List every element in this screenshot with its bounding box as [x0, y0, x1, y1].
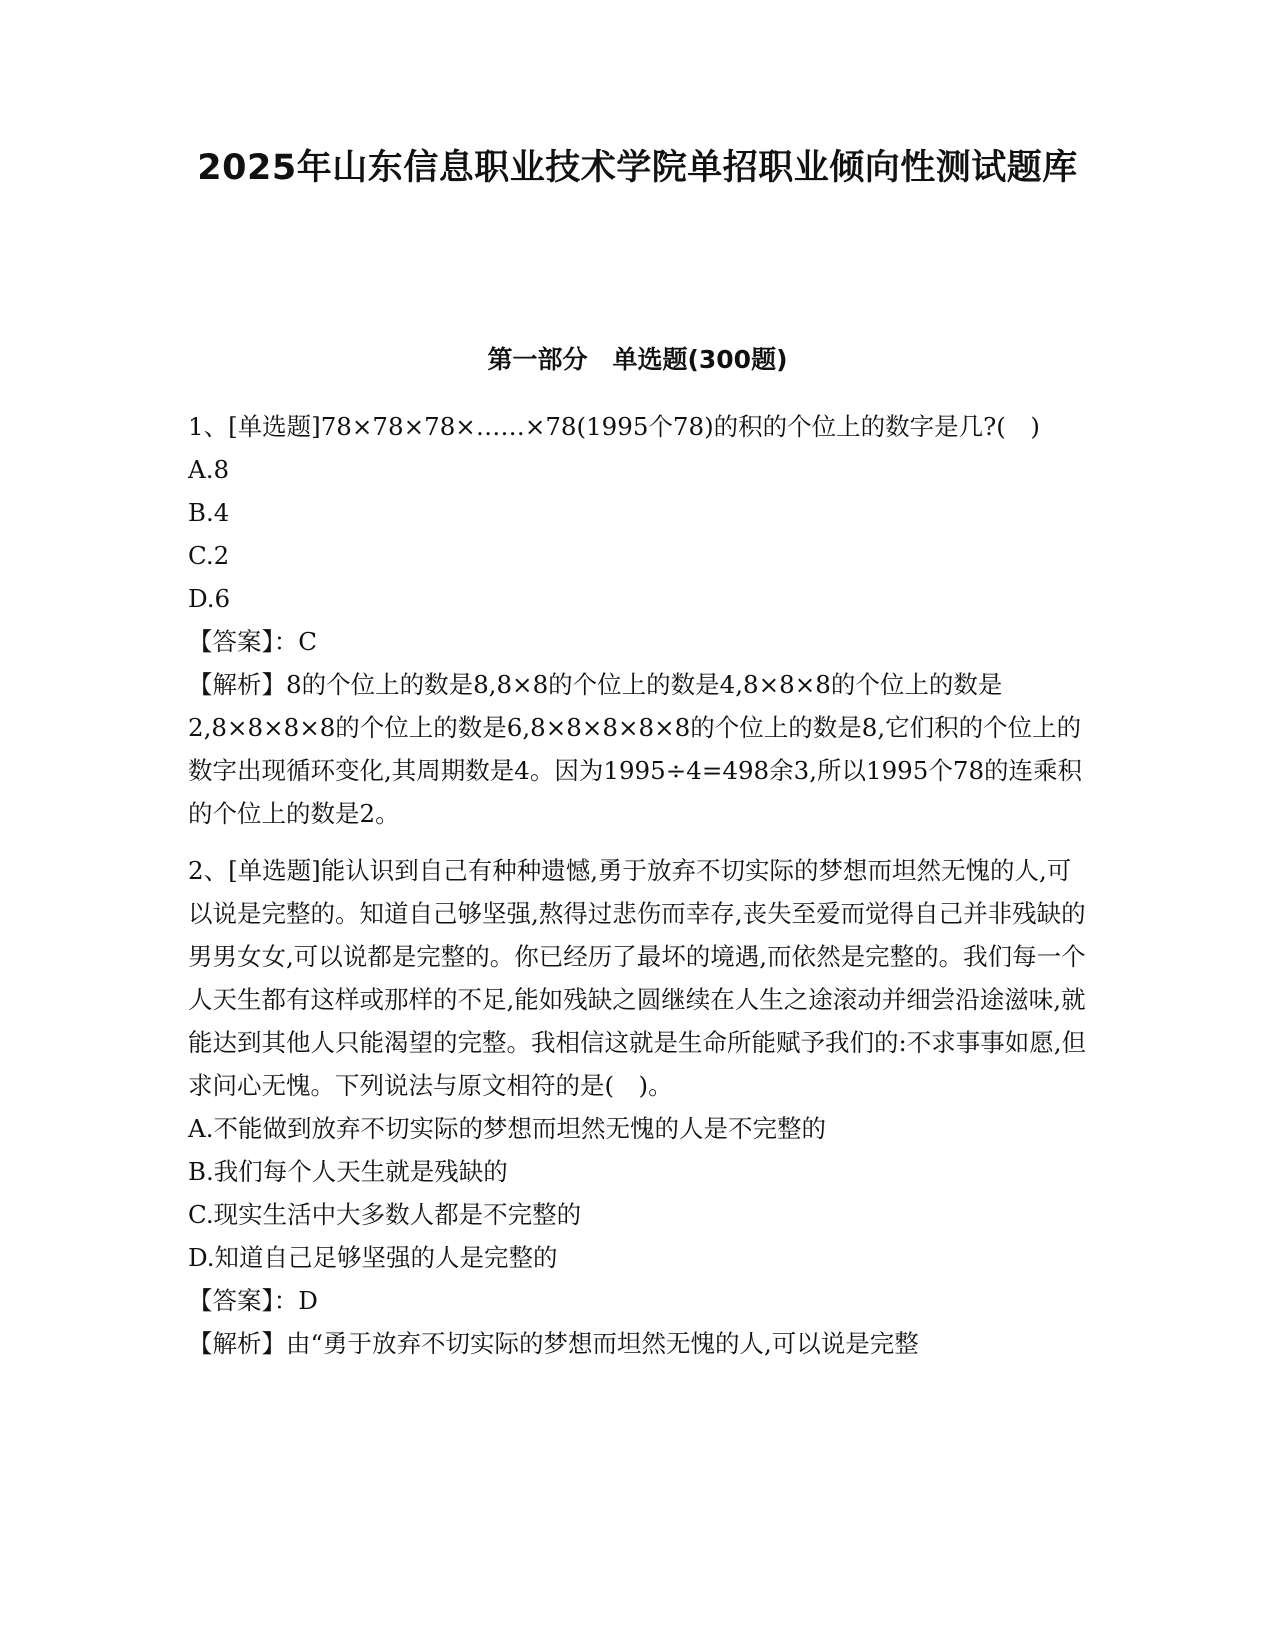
question-option: B.我们每个人天生就是残缺的 — [188, 1157, 508, 1186]
question-answer: 【答案】：C — [188, 627, 317, 656]
question-option: D.知道自己足够坚强的人是完整的 — [188, 1243, 558, 1272]
question-list — [188, 405, 1088, 1365]
question-stem: 2、[单选题]能认识到自己有种种遗憾,勇于放弃不切实际的梦想而坦然无愧的人,可以说是完整的。知道自己够坚强,熬得过悲伤而幸存,丧失至爱而觉得自己并非残缺的男男女女,可以说都是完整的。你已经历了最坏的境遇,而依然是完整的。我们每一个人天生都有这样或那样的不足,能如残缺之圆继续在人生之途滚动并细尝沿途滋味,就能达到其他人只能渴望的完整。我相信这就是生命所能赋予我们的:不求事事如愿,但求问心无愧。下列说法与原文相符的是( )。 — [188, 856, 1087, 1100]
question-option: A.不能做到放弃不切实际的梦想而坦然无愧的人是不完整的 — [188, 1114, 826, 1143]
question-stem: 1、[单选题]78×78×78×……×78(1995个78)的积的个位上的数字是几?( ) — [188, 412, 1040, 441]
question-analysis: 【解析】由“勇于放弃不切实际的梦想而坦然无愧的人,可以说是完整 — [188, 1329, 919, 1358]
document-title: 2025年山东信息职业技术学院单招职业倾向性测试题库 — [197, 148, 1078, 188]
question-answer: 【答案】：D — [188, 1286, 318, 1315]
question-option: A.8 — [188, 455, 230, 484]
question-analysis: 【解析】8的个位上的数是8,8×8的个位上的数是4,8×8×8的个位上的数是2,8×8×8×8的个位上的数是6,8×8×8×8×8的个位上的数是8,它们积的个位上的数字出现循环变化,其周期数是4。因为1995÷4=498余3,所以1995个78的连乘积的个位上的数是2。 — [188, 670, 1083, 828]
section-heading: 第一部分 单选题(300题) — [487, 345, 788, 374]
question-item — [188, 405, 1088, 835]
question-option: C.现实生活中大多数人都是不完整的 — [188, 1200, 582, 1229]
question-option: D.6 — [188, 584, 231, 613]
question-option: C.2 — [188, 541, 230, 570]
question-option: B.4 — [188, 498, 230, 527]
question-item — [188, 849, 1088, 1365]
